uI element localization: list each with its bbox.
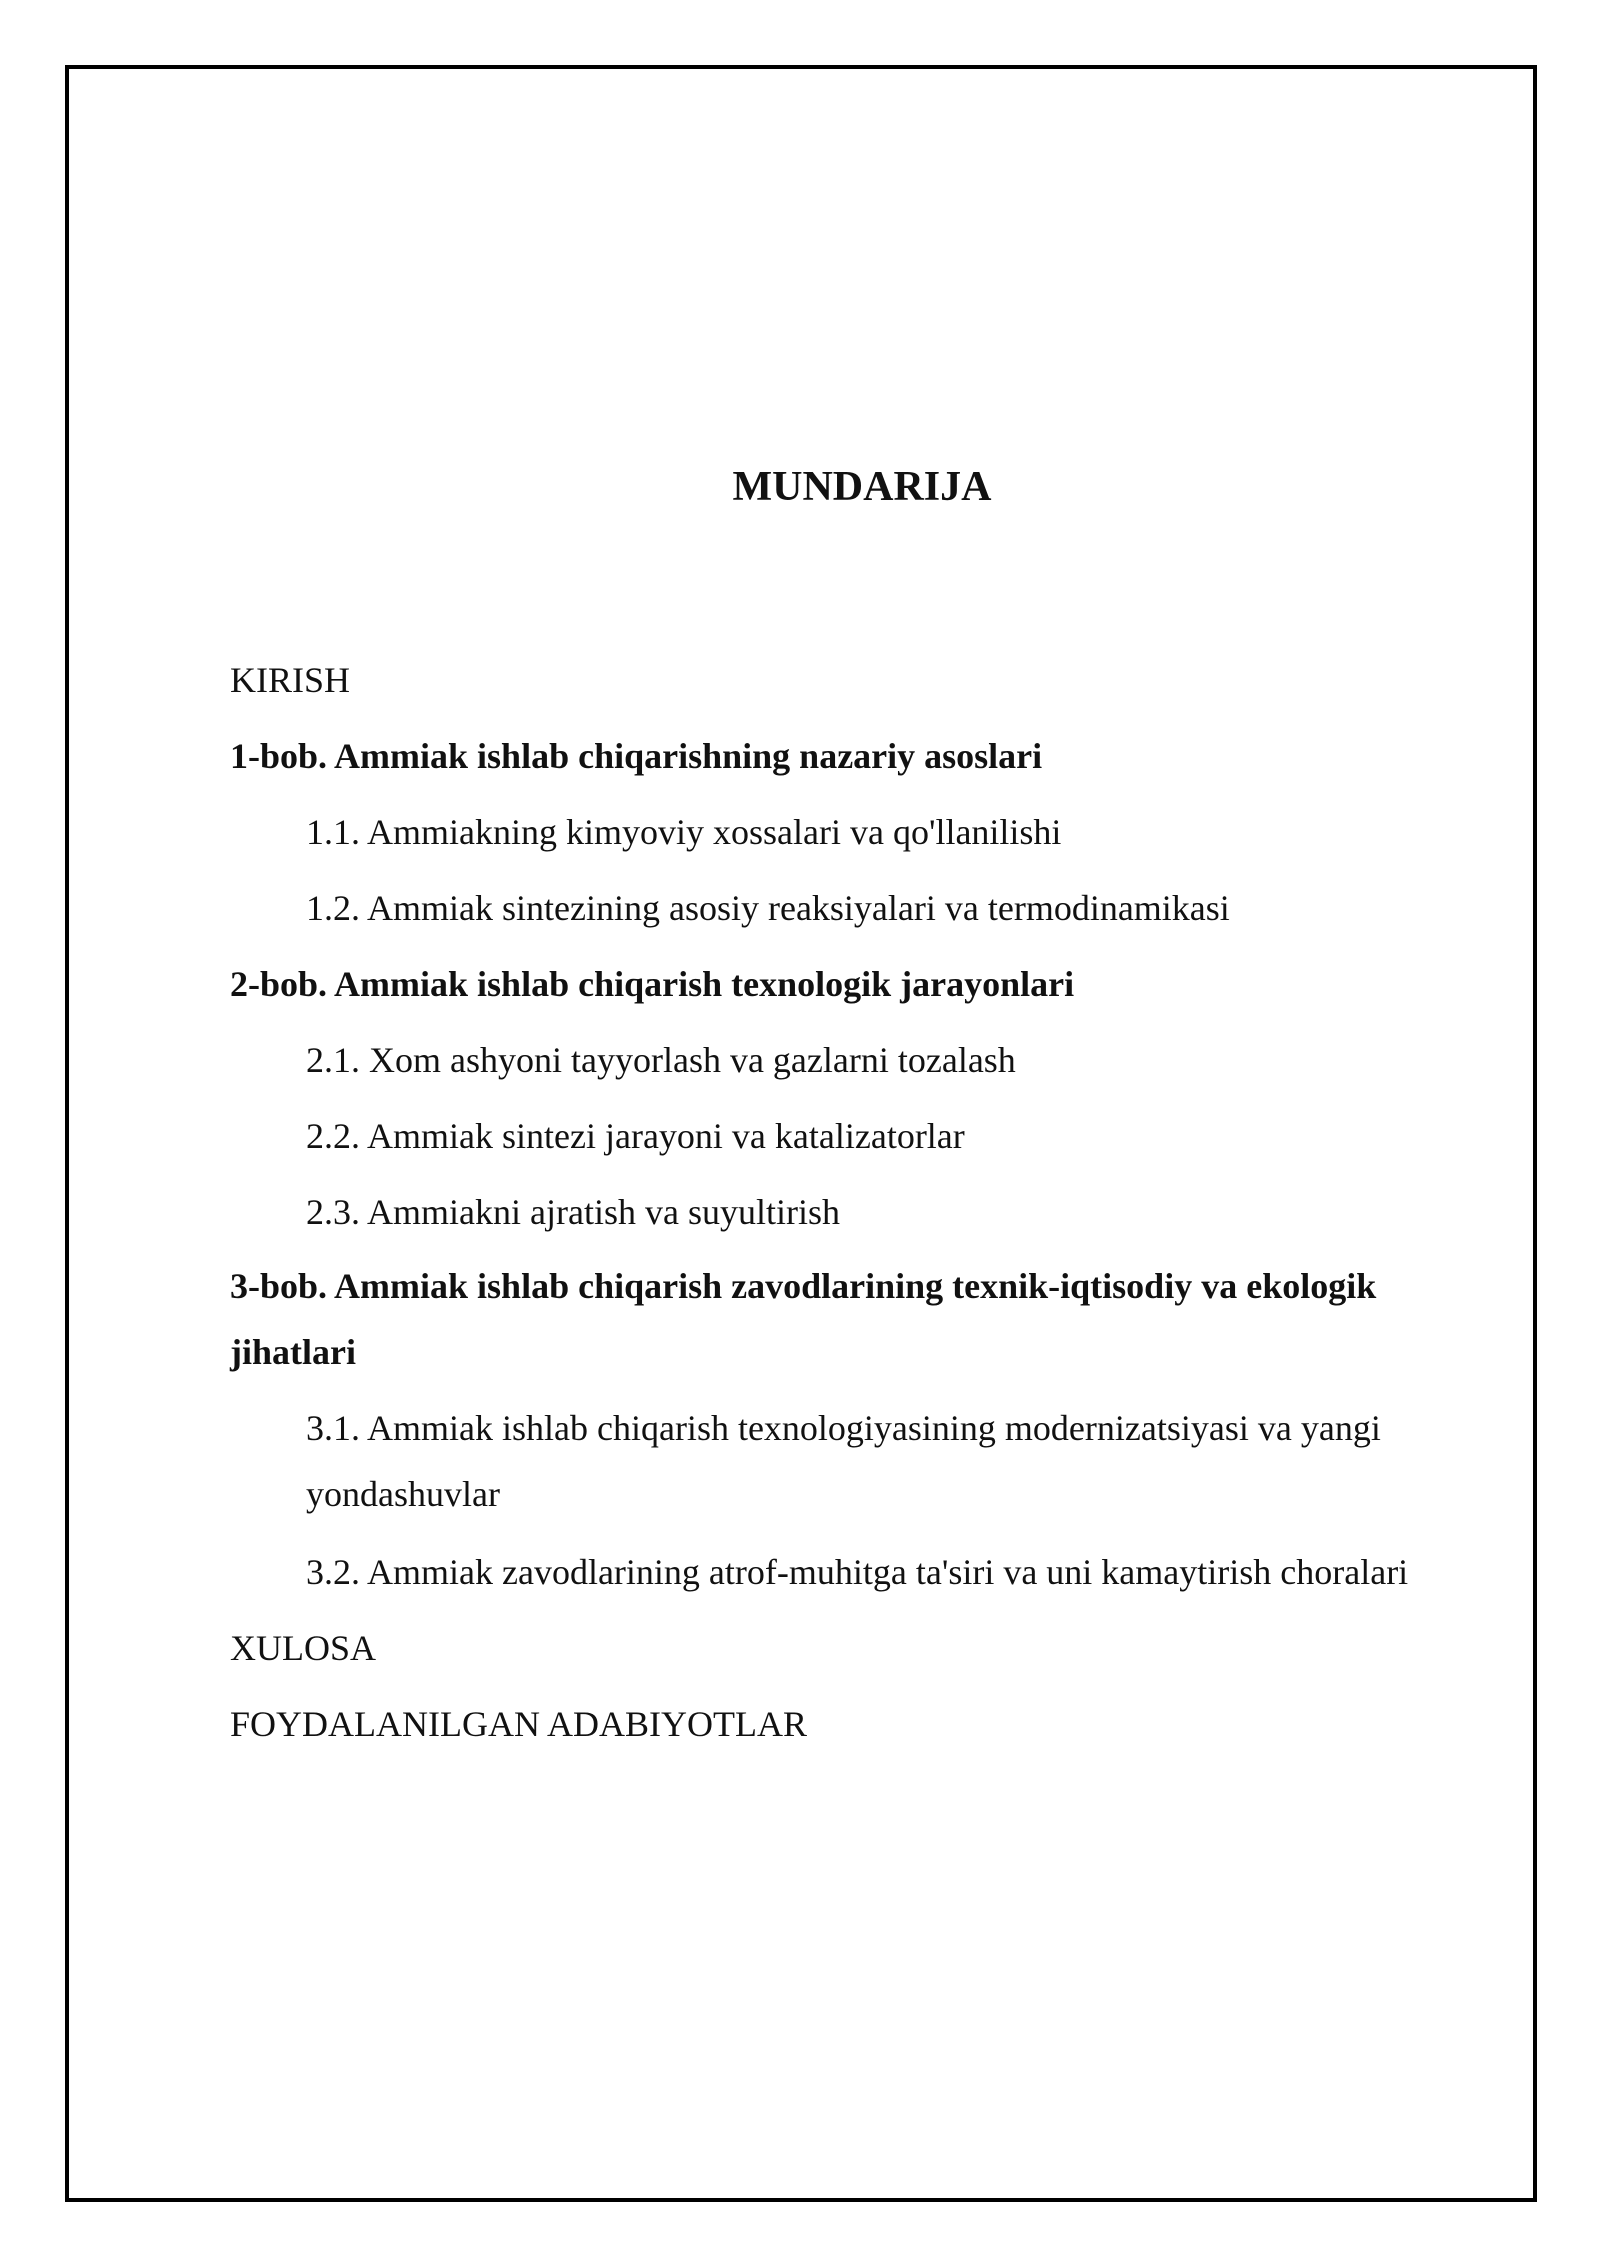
toc-entry-introduction: KIRISH	[230, 660, 351, 700]
page-title: MUNDARIJA	[732, 464, 992, 510]
toc-section-1-1: 1.1. Ammiakning kimyoviy xossalari va qo'llanilishi	[306, 812, 1062, 852]
toc-section-1-2: 1.2. Ammiak sintezining asosiy reaksiyalari va termodinamikasi	[306, 888, 1230, 928]
toc-chapter-2: 2-bob. Ammiak ishlab chiqarish texnologik jarayonlari	[230, 964, 1075, 1004]
toc-chapter-1: 1-bob. Ammiak ishlab chiqarishning nazariy asoslari	[230, 736, 1043, 776]
table-of-contents	[230, 640, 1480, 1760]
toc-chapter-3: 3-bob. Ammiak ishlab chiqarish zavodlarining texnik-iqtisodiy va ekologik jihatlari	[230, 1266, 1377, 1372]
toc-entry-references: FOYDALANILGAN ADABIYOTLAR	[230, 1704, 807, 1744]
toc-section-2-2: 2.2. Ammiak sintezi jarayoni va katalizatorlar	[306, 1116, 965, 1156]
toc-section-3-2: 3.2. Ammiak zavodlarining atrof-muhitga ta'siri va uni kamaytirish choralari	[306, 1552, 1409, 1592]
toc-section-3-1: 3.1. Ammiak ishlab chiqarish texnologiyasining modernizatsiyasi va yangi yondashuvlar	[306, 1408, 1381, 1514]
toc-section-2-1: 2.1. Xom ashyoni tayyorlash va gazlarni tozalash	[306, 1040, 1016, 1080]
toc-entry-conclusion: XULOSA	[230, 1628, 377, 1668]
toc-section-2-3: 2.3. Ammiakni ajratish va suyultirish	[306, 1192, 840, 1232]
